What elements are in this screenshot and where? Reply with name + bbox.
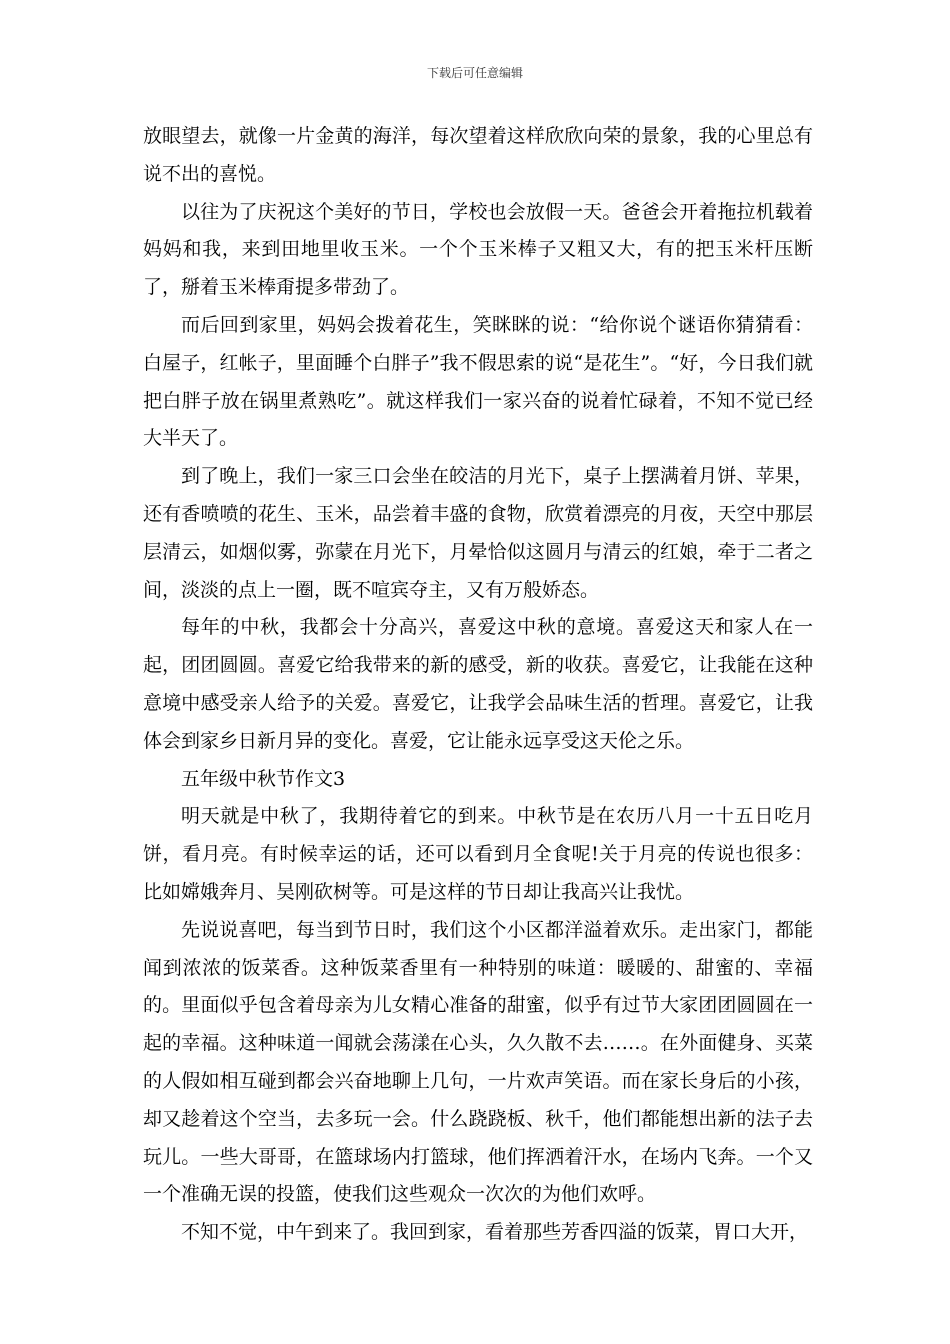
page-header: 下载后可任意编辑 bbox=[426, 66, 523, 80]
paragraph: 明天就是中秋了，我期待着它的到来。中秋节是在农历八月一十五日吃月饼，看月亮。有时候幸运的话，还可以看到月全食呢!关于月亮的传说也很多：比如嫦娥奔月、吴刚砍树等。可是这样的节日却让我高兴让我忧。 bbox=[143, 805, 813, 903]
section-heading: 五年级中秋节作文3 bbox=[181, 767, 346, 790]
paragraph: 而后回到家里，妈妈会拨着花生，笑眯眯的说：“给你说个谜语你猜猜看：白屋子，红帐子，里面睡个白胖子”我不假思索的说“是花生”。“好，今日我们就把白胖子放在锅里煮熟吃”。就这样我们一家兴奋的说着忙碌着，不知不觉已经大半天了。 bbox=[143, 313, 813, 450]
paragraph: 不知不觉，中午到来了。我回到家，看着那些芳香四溢的饭菜，胃口大开， bbox=[181, 1221, 809, 1244]
paragraph: 放眼望去，就像一片金黄的海洋，每次望着这样欣欣向荣的景象，我的心里总有说不出的喜悦。 bbox=[143, 125, 813, 185]
paragraph: 先说说喜吧，每当到节日时，我们这个小区都洋溢着欢乐。走出家门，都能闻到浓浓的饭菜香。这种饭菜香里有一种特别的味道：暖暖的、甜蜜的、幸福的。里面似乎包含着母亲为儿女精心准备的甜蜜，似乎有过节大家团团圆圆在一起的幸福。这种味道一闻就会荡漾在心头，久久散不去……。在外面健身、买菜的人假如相互碰到都会兴奋地聊上几句，一片欢声笑语。而在家长身后的小孩，却又趁着这个空当，去多玩一会。什么跷跷板、秋千，他们都能想出新的法子去玩儿。一些大哥哥，在篮球场内打篮球，他们挥洒着汗水，在场内飞奔。一个又一个准确无误的投篮，使我们这些观众一次次的为他们欢呼。 bbox=[143, 918, 813, 1206]
paragraph: 以往为了庆祝这个美好的节日，学校也会放假一天。爸爸会开着拖拉机载着妈妈和我，来到田地里收玉米。一个个玉米棒子又粗又大，有的把玉米杆压断了，掰着玉米棒甭提多带劲了。 bbox=[143, 200, 813, 299]
paragraph: 到了晚上，我们一家三口会坐在皎洁的月光下，桌子上摆满着月饼、苹果，还有香喷喷的花生、玉米，品尝着丰盛的食物，欣赏着漂亮的月夜，天空中那层层清云，如烟似雾，弥蒙在月光下，月晕恰似这圆月与清云的红娘，牵于二者之间，淡淡的点上一圈，既不喧宾夺主，又有万般娇态。 bbox=[143, 465, 813, 601]
paragraph: 每年的中秋，我都会十分高兴，喜爱这中秋的意境。喜爱这天和家人在一起，团团圆圆。喜爱它给我带来的新的感受，新的收获。喜爱它，让我能在这种意境中感受亲人给予的关爱。喜爱它，让我学会品味生活的哲理。喜爱它，让我体会到家乡日新月异的变化。喜爱，它让能永远享受这天伦之乐。 bbox=[143, 616, 813, 752]
document-body bbox=[143, 118, 813, 1252]
